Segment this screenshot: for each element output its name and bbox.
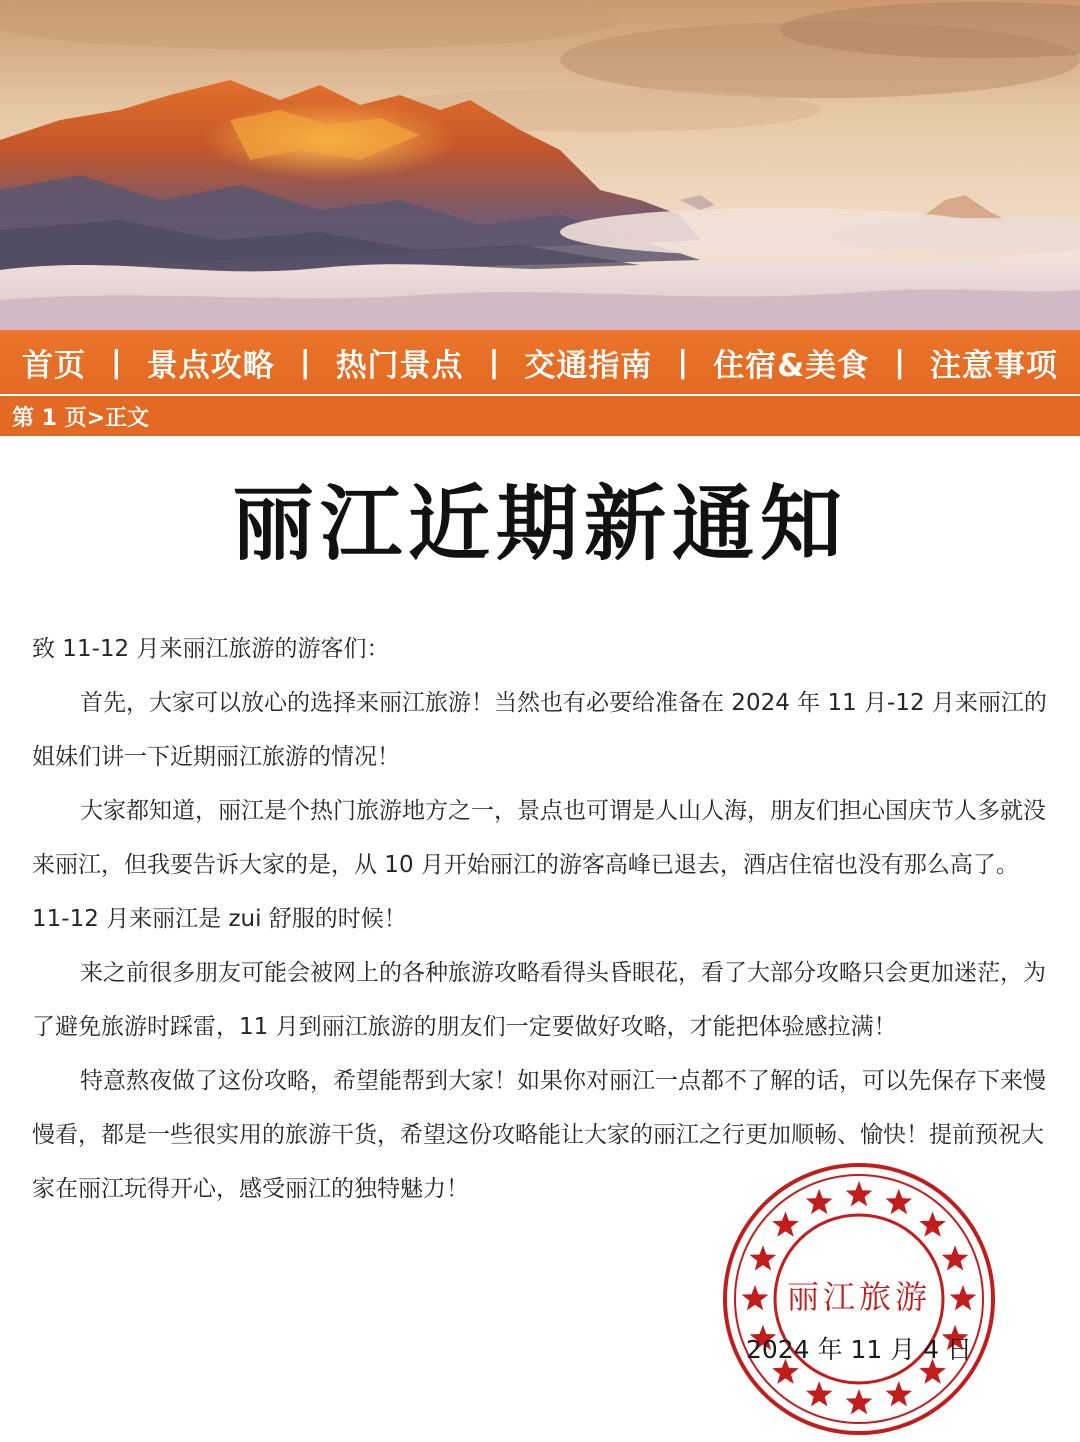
paragraph: 特意熬夜做了这份攻略，希望能帮到大家！如果你对丽江一点都不了解的话，可以先保存下来慢慢看，都是一些很实用的旅游干货，希望这份攻略能让大家的丽江之行更加顺畅、愉快！提前预祝大家在丽江玩得开心，感受丽江的独特魅力！: [32, 1068, 1046, 1202]
nav-item-popular-attractions[interactable]: 热门景点: [335, 347, 464, 384]
nav-separator: |: [894, 344, 906, 380]
seal-name: 丽江旅游: [786, 1278, 931, 1316]
star-icon: [750, 1245, 777, 1270]
star-icon: [942, 1245, 969, 1270]
star-icon: [772, 1211, 799, 1236]
nav-item-notes[interactable]: 注意事项: [929, 347, 1058, 384]
nav-separator: |: [677, 344, 689, 380]
seal-date: 2024 年 11 月 4 日: [745, 1335, 973, 1364]
top-navigation: [0, 330, 1080, 394]
official-seal: [720, 1160, 998, 1438]
hero-banner-image: [0, 0, 1080, 330]
star-icon: [846, 1389, 873, 1414]
greeting-line: 致 11-12 月来丽江旅游的游客们：: [32, 636, 390, 662]
nav-item-lodging-food[interactable]: 住宿&美食: [713, 347, 870, 384]
paragraph: 来之前很多朋友可能会被网上的各种旅游攻略看得头昏眼花，看了大部分攻略只会更加迷茫，为了避免旅游时踩雷，11 月到丽江旅游的朋友们一定要做好攻略，才能把体验感拉满！: [32, 960, 1046, 1040]
paragraph: 大家都知道，丽江是个热门旅游地方之一，景点也可谓是人山人海，朋友们担心国庆节人多就没来丽江，但我要告诉大家的是，从 10 月开始丽江的游客高峰已退去，酒店住宿也没有那么高了。11-12 月来丽江是 zui 舒服的时候！: [32, 798, 1046, 932]
nav-separator: |: [110, 344, 122, 380]
nav-item-home[interactable]: 首页: [22, 347, 86, 384]
star-icon: [806, 1189, 833, 1214]
star-icon: [885, 1189, 912, 1214]
breadcrumb[interactable]: 第 1 页>正文: [12, 405, 150, 431]
page-title: 丽江近期新通知: [231, 477, 848, 572]
breadcrumb-bar: [0, 396, 1080, 436]
nav-separator: |: [299, 344, 311, 380]
mountain-landscape-image: [0, 0, 1080, 330]
nav-item-attraction-guide[interactable]: 景点攻略: [146, 347, 275, 384]
article-body: [32, 622, 1052, 1216]
star-icon: [885, 1381, 912, 1406]
star-icon: [919, 1211, 946, 1236]
nav-separator: |: [488, 344, 500, 380]
nav-item-transport-guide[interactable]: 交通指南: [524, 347, 653, 384]
star-icon: [846, 1181, 873, 1206]
star-icon: [806, 1381, 833, 1406]
paragraph: 首先，大家可以放心的选择来丽江旅游！当然也有必要给准备在 2024 年 11 月-12 月来丽江的姐妹们讲一下近期丽江旅游的情况！: [32, 690, 1047, 770]
